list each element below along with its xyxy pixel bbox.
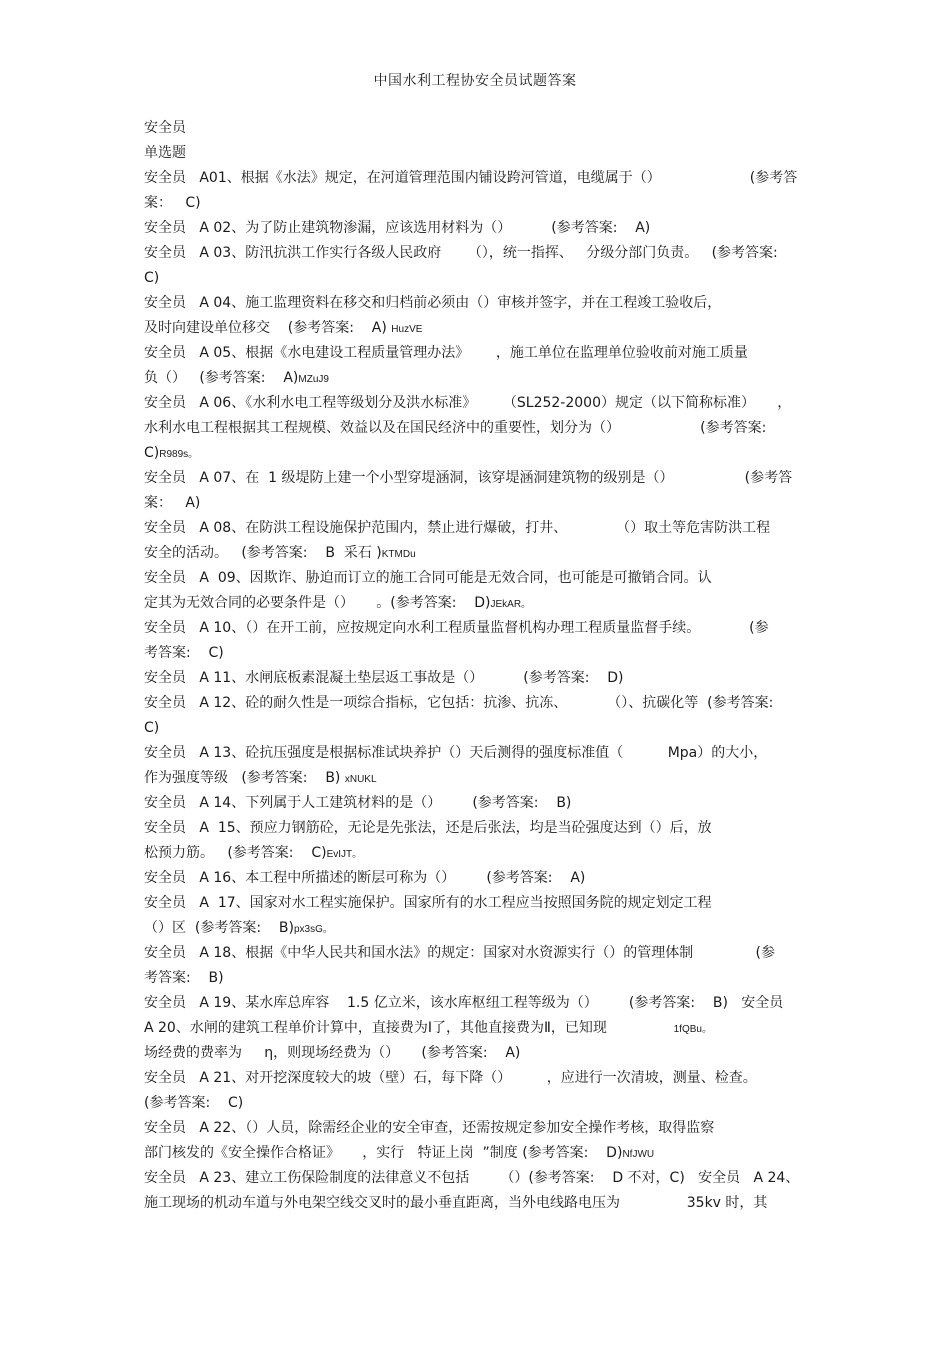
line-text: 安全员 A 10、（）在开工前，应按规定向水利工程质量监督机构办理工程质量监督手续。 (参 (144, 620, 769, 636)
text-line (144, 1168, 799, 1188)
text-line (144, 293, 721, 313)
line-text: 部门核发的《安全操作合格证》 ，实行 特证上岗 ”制度 (参考答案: D) (144, 1145, 623, 1161)
line-text: 案： C) (144, 195, 201, 211)
text-line (144, 1093, 243, 1113)
text-line (144, 1043, 520, 1063)
text-line (144, 468, 792, 488)
text-line (144, 843, 362, 865)
text-line (144, 268, 159, 288)
line-text: 安全员 A 16、本工程中所描述的断层可称为（） (参考答案: A) (144, 870, 586, 886)
line-text: 安全员 A 05、根据《水电建设工程质量管理办法》 ，施工单位在监理单位验收前对施工质量 (144, 345, 748, 361)
line-text: 场经费的费率为 η，则现场经费为（） (参考答案: A) (144, 1045, 521, 1061)
line-text: 安全员 A 02、为了防止建筑物渗漏，应该选用材料为（） (参考答案: A) (144, 220, 651, 236)
text-line (144, 1143, 654, 1165)
line-text: 安全员 A 22、（）人员，除需经企业的安全审查，还需按规定参加安全操作考核，取得监察 (144, 1120, 715, 1136)
text-line (144, 993, 783, 1013)
line-text: （）区 (参考答案: B) (144, 920, 294, 936)
line-text: 安全员 A 11、水闸底板素混凝土垫层返工事故是（） (参考答案: D) (144, 670, 624, 686)
line-text: 安全员 (144, 120, 186, 136)
line-tag: xNUKL (344, 774, 377, 785)
text-line (144, 1193, 767, 1213)
document-title: 中国水利工程协安全员试题答案 (373, 73, 577, 89)
text-line (144, 1068, 757, 1088)
text-line (144, 818, 712, 838)
line-tag: MZuJ9 (298, 374, 329, 385)
line-tag: HuzVE (391, 324, 423, 335)
line-text: 安全员 A 18、根据《中华人民共和国水法》的规定：国家对水资源实行（）的管理体制 (参 (144, 945, 775, 961)
line-text: 安全员 A 15、预应力钢筋砼，无论是先张法，还是后张法，均是当砼强度达到（）后，放 (144, 820, 712, 836)
text-line (144, 893, 712, 913)
line-text: 定其为无效合同的必要条件是（） 。(参考答案: D) (144, 595, 491, 611)
line-text: 安全员 A01、根据《水法》规定，在河道管理范围内铺设跨河管道，电缆属于（） (参考答 (144, 170, 798, 186)
text-line (144, 568, 712, 588)
text-line (144, 968, 224, 988)
line-text: 安全员 A 09、因欺诈、胁迫而订立的施工合同可能是无效合同，也可能是可撤销合同。认 (144, 570, 712, 586)
text-line (144, 393, 791, 413)
text-line (144, 368, 329, 390)
line-text: 安全的活动。 (参考答案: B 采石 ) (144, 545, 382, 561)
line-tag: EvIJT。 (326, 849, 363, 860)
line-text: 安全员 A 19、某水库总库容 1.5 亿立米，该水库枢纽工程等级为（） (参考答案: B) 安全员 (144, 995, 784, 1011)
line-text: 及时向建设单位移交 (参考答案: A) (144, 320, 392, 336)
line-text: 考答案: C) (144, 645, 224, 661)
text-line (144, 218, 650, 238)
text-line (144, 1018, 712, 1040)
line-tag: NfJWU (622, 1149, 655, 1160)
text-line (144, 618, 769, 638)
text-line (144, 318, 422, 340)
text-line (144, 243, 778, 263)
text-line (144, 768, 377, 790)
line-text: 安全员 A 17、国家对水工程实施保护。国家所有的水工程应当按照国务院的规定划定工程 (144, 895, 712, 911)
line-text: 安全员 A 03、防汛抗洪工作实行各级人民政府 （），统一指挥、 分级分部门负责。 (参考答案: (144, 245, 778, 261)
line-text: 案： A) (144, 495, 201, 511)
text-line (144, 718, 159, 738)
text-line (144, 343, 748, 363)
line-text: 安全员 A 14、下列属于人工建筑材料的是（） (参考答案: B) (144, 795, 572, 811)
line-text: C) (144, 270, 160, 286)
line-text: A 20、水闸的建筑工程单价计算中，直接费为Ⅰ了，其他直接费为Ⅱ，已知现 (144, 1020, 674, 1036)
line-text: 施工现场的机动车道与外电架空线交叉时的最小垂直距离，当外电线路电压为 35kv 时，其 (144, 1195, 768, 1211)
text-line (144, 1118, 714, 1138)
line-text: 水利水电工程根据其工程规模、效益以及在国民经济中的重要性，划分为（） (参考答案: (144, 420, 767, 436)
text-line (144, 693, 773, 713)
line-text: 作为强度等级 (参考答案: B) (144, 770, 345, 786)
line-text: 考答案: B) (144, 970, 224, 986)
text-line (144, 868, 585, 888)
text-line (144, 168, 797, 188)
line-text: 安全员 A 21、对开挖深度较大的坡（壁）石，每下降（） ，应进行一次清坡，测量、检查。 (144, 1070, 757, 1086)
line-tag: KTMDu (381, 549, 416, 560)
text-line (144, 143, 186, 163)
line-text: 松预力筋。 (参考答案: C) (144, 845, 327, 861)
line-tag: px3sG。 (293, 924, 333, 935)
line-text: 安全员 A 23、建立工伤保险制度的法律意义不包括 （）(参考答案: D 不对，C) 安全员 A 24、 (144, 1170, 800, 1186)
line-text: 安全员 A 04、施工监理资料在移交和归档前必须由（）审核并签字，并在工程竣工验收后， (144, 295, 722, 311)
line-text: 单选题 (144, 145, 186, 161)
line-text: C) (144, 445, 160, 461)
line-tag: 1fQBu。 (673, 1024, 712, 1035)
text-line (144, 193, 201, 213)
text-line (144, 593, 531, 615)
text-line (144, 493, 200, 513)
text-line (144, 943, 775, 963)
text-line (144, 643, 224, 663)
line-text: 负（） (参考答案: A) (144, 370, 299, 386)
line-text: 安全员 A 07、在 1 级堤防上建一个小型穿堤涵洞，该穿堤涵洞建筑物的级别是（） (参考答 (144, 470, 793, 486)
line-tag: JEkAR。 (490, 599, 532, 610)
line-text: C) (144, 720, 160, 736)
text-line (144, 443, 198, 465)
line-text: (参考答案: C) (144, 1095, 244, 1111)
text-line (144, 418, 766, 438)
line-tag: R989s。 (159, 449, 199, 460)
text-line (144, 793, 571, 813)
line-text: 安全员 A 13、砼抗压强度是根据标准试块养护（）天后测得的强度标准值（ Mpa）的大小， (144, 745, 768, 761)
line-text: 安全员 A 08、在防洪工程设施保护范围内，禁止进行爆破，打井、 （）取土等危害防洪工程 (144, 520, 771, 536)
line-text: 安全员 A 06、《水利水电工程等级划分及洪水标准》 （SL252-2000）规定（以下简称标准） ， (144, 395, 792, 411)
text-line (144, 543, 416, 565)
text-line (144, 118, 186, 138)
text-line (144, 518, 770, 538)
text-line (144, 743, 767, 763)
text-line (144, 918, 333, 940)
line-text: 安全员 A 12、砼的耐久性是一项综合指标，它包括：抗渗、抗冻、 （）、抗碳化等 (参考答案: (144, 695, 774, 711)
text-line (144, 668, 623, 688)
